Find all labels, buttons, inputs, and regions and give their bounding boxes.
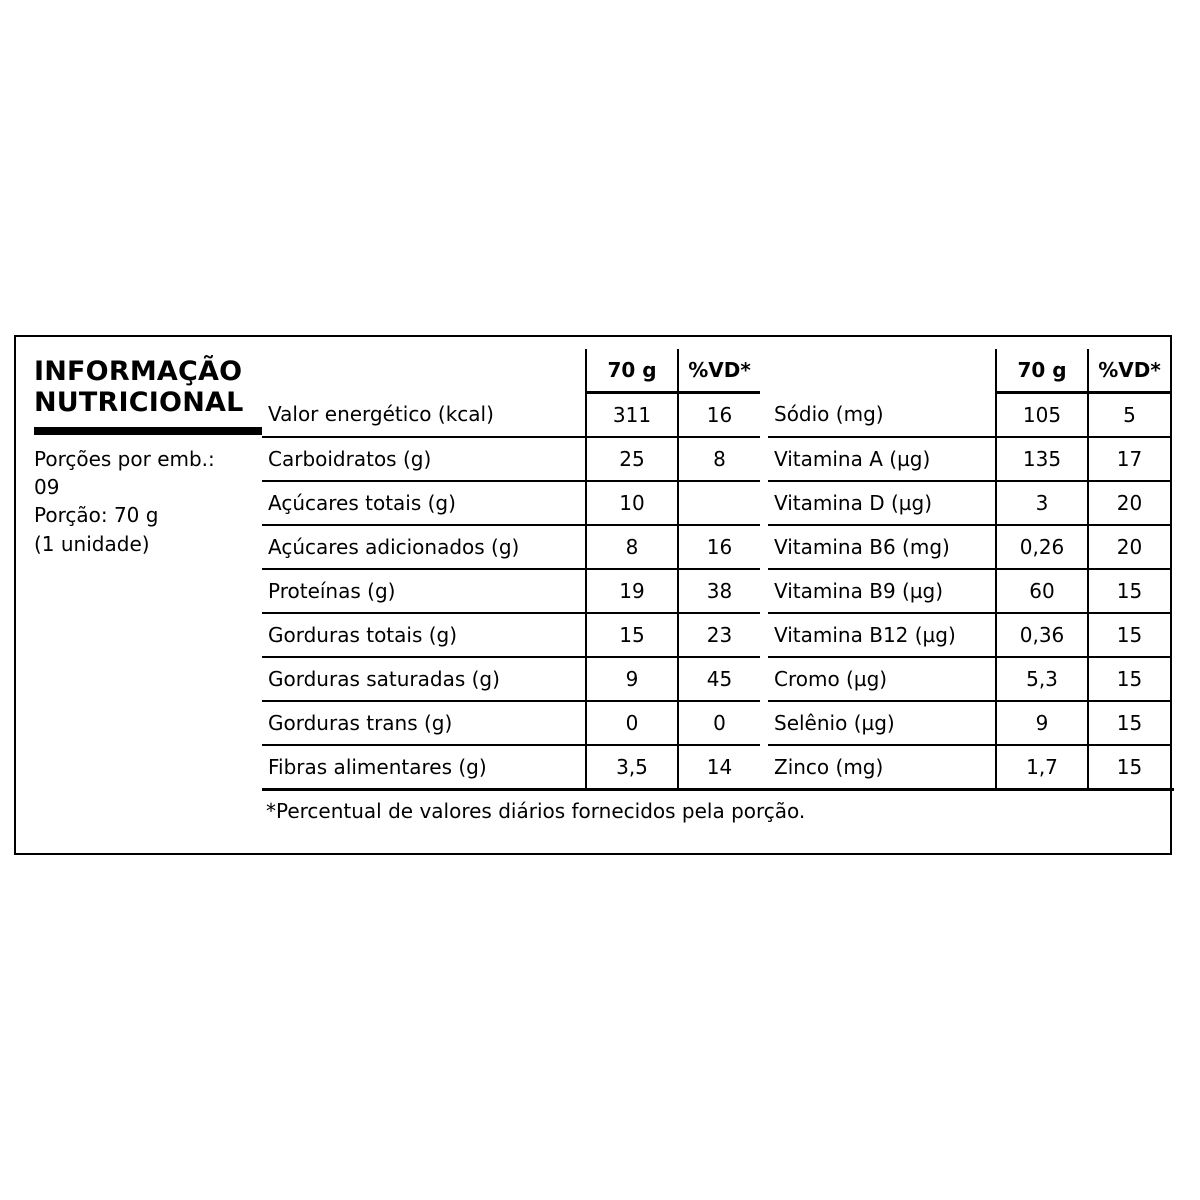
nutrient-amount: 135	[996, 437, 1088, 481]
nutrient-name: Cromo (µg)	[768, 657, 996, 701]
nutrient-vd: 5	[1088, 393, 1170, 438]
table-row	[262, 437, 760, 481]
nutrient-name: Proteínas (g)	[262, 569, 586, 613]
table-row	[262, 657, 760, 701]
table-row	[768, 569, 1170, 613]
nutrient-name: Gorduras trans (g)	[262, 701, 586, 745]
nutrient-amount: 15	[586, 613, 678, 657]
nutrient-amount: 3	[996, 481, 1088, 525]
table-row	[262, 701, 760, 745]
table-row	[262, 393, 760, 438]
nutrient-vd: 15	[1088, 701, 1170, 745]
nutrient-vd: 15	[1088, 613, 1170, 657]
label-footnote: *Percentual de valores diários fornecidos pela porção.	[262, 788, 1174, 823]
nutrient-amount: 9	[586, 657, 678, 701]
label-serving-info	[34, 445, 262, 559]
table-row	[768, 393, 1170, 438]
nutrition-tables	[262, 349, 1174, 853]
nutrient-name: Fibras alimentares (g)	[262, 745, 586, 788]
header-right-vd: %VD*	[1088, 349, 1170, 393]
nutrient-vd: 20	[1088, 481, 1170, 525]
table-row	[768, 745, 1170, 788]
nutrient-amount: 60	[996, 569, 1088, 613]
nutrient-name: Vitamina B12 (µg)	[768, 613, 996, 657]
nutrient-amount: 25	[586, 437, 678, 481]
table-row	[768, 525, 1170, 569]
nutrient-amount: 311	[586, 393, 678, 438]
nutrient-amount: 8	[586, 525, 678, 569]
nutrient-amount: 0,36	[996, 613, 1088, 657]
nutrition-table-right	[768, 349, 1170, 788]
nutrient-vd: 15	[1116, 755, 1143, 779]
nutrient-vd: 38	[678, 569, 760, 613]
nutrient-name: Açúcares adicionados (g)	[262, 525, 586, 569]
table-header-row-right	[768, 349, 1170, 393]
nutrient-amount: 105	[996, 393, 1088, 438]
nutrient-name: Vitamina B9 (µg)	[768, 569, 996, 613]
nutrient-name: Carboidratos (g)	[262, 437, 586, 481]
nutrient-amount: 3,5	[586, 745, 678, 788]
nutrition-table-left-body	[262, 349, 760, 788]
header-left-blank	[262, 349, 586, 393]
table-row	[262, 613, 760, 657]
label-title-line2: NUTRICIONAL	[34, 386, 244, 418]
nutrient-vd: 20	[1088, 525, 1170, 569]
table-row	[768, 481, 1170, 525]
portions-per-package-value: 09	[34, 474, 60, 499]
nutrient-vd: 14	[706, 755, 733, 779]
nutrient-vd: 16	[678, 393, 760, 438]
header-right-blank	[768, 349, 996, 393]
nutrient-vd: 0	[678, 701, 760, 745]
nutrient-name: Açúcares totais (g)	[262, 481, 586, 525]
nutrient-vd: 17	[1088, 437, 1170, 481]
table-row	[262, 569, 760, 613]
nutrient-vd: 15	[1088, 569, 1170, 613]
nutrition-facts-label	[14, 335, 1172, 855]
label-heading-column	[34, 349, 262, 853]
nutrient-name: Gorduras saturadas (g)	[262, 657, 586, 701]
nutrient-name: Gorduras totais (g)	[262, 613, 586, 657]
nutrient-amount: 0,26	[996, 525, 1088, 569]
portions-per-package-label: Porções por emb.:	[34, 446, 215, 471]
table-row	[262, 745, 760, 788]
nutrient-name: Zinco (mg)	[768, 745, 996, 788]
nutrient-vd: 16	[678, 525, 760, 569]
table-row	[768, 657, 1170, 701]
nutrient-vd: 23	[678, 613, 760, 657]
nutrition-table-left	[262, 349, 760, 788]
nutrient-amount: 19	[586, 569, 678, 613]
label-title-line1: INFORMAÇÃO	[34, 356, 243, 387]
nutrient-amount: 9	[996, 701, 1088, 745]
header-left-amount: 70 g	[586, 349, 678, 393]
portion-unit: (1 unidade)	[34, 531, 150, 556]
nutrient-name: Valor energético (kcal)	[262, 393, 586, 438]
nutrient-name: Vitamina A (µg)	[768, 437, 996, 481]
nutrient-name: Vitamina D (µg)	[768, 481, 996, 525]
table-row	[768, 613, 1170, 657]
nutrient-name: Sódio (mg)	[768, 393, 996, 438]
nutrient-amount: 1,7	[996, 745, 1088, 788]
nutrient-amount: 5,3	[996, 657, 1088, 701]
footnote-wrapper	[262, 788, 1174, 823]
nutrient-vd: 45	[678, 657, 760, 701]
nutrient-amount: 10	[586, 481, 678, 525]
nutrition-table-right-body	[768, 349, 1170, 788]
nutrient-name: Selênio (µg)	[768, 701, 996, 745]
table-header-row-left	[262, 349, 760, 393]
nutrition-tables-row	[262, 349, 1174, 788]
table-row	[262, 481, 760, 525]
nutrient-vd: 8	[678, 437, 760, 481]
header-right-amount: 70 g	[996, 349, 1088, 393]
nutrient-name: Vitamina B6 (mg)	[768, 525, 996, 569]
header-left-vd: %VD*	[678, 349, 760, 393]
nutrient-vd	[678, 481, 760, 525]
table-row	[768, 701, 1170, 745]
nutrient-amount: 0	[586, 701, 678, 745]
nutrient-vd: 15	[1088, 657, 1170, 701]
table-row	[768, 437, 1170, 481]
portion-size: Porção: 70 g	[34, 503, 159, 528]
table-row	[262, 525, 760, 569]
label-inner	[16, 337, 1170, 853]
label-title	[34, 357, 262, 419]
title-divider	[34, 427, 262, 435]
